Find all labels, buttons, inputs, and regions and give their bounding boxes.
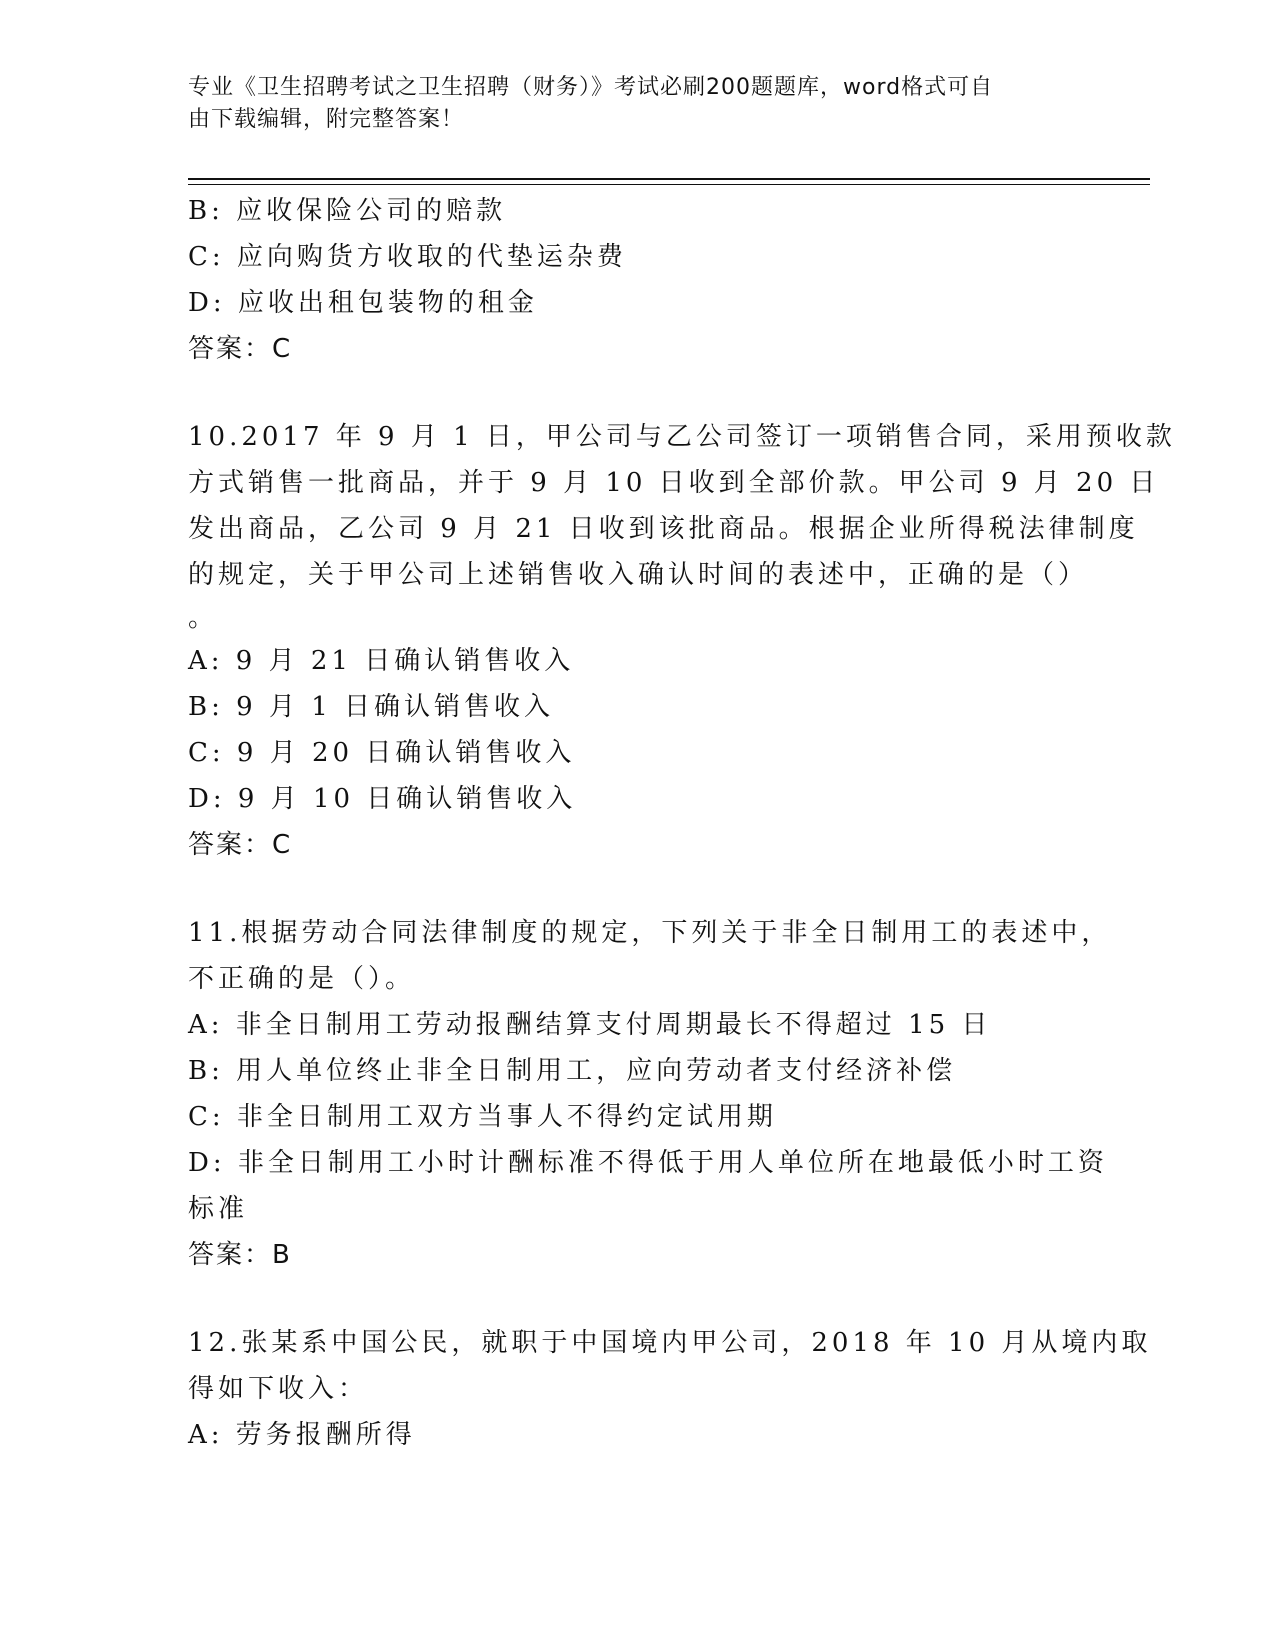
q10-stem-line: 。	[188, 603, 219, 633]
q10-answer: 答案：C	[188, 830, 293, 860]
q11-stem-line: 11.根据劳动合同法律制度的规定，下列关于非全日制用工的表述中，	[188, 918, 1112, 948]
q11-option-d-line: 标准	[188, 1194, 249, 1224]
q11-stem-line: 不正确的是（）。	[188, 964, 416, 994]
q9-option-d: D: 应收出租包装物的租金	[188, 288, 538, 318]
q10-option-d: D: 9 月 10 日确认销售收入	[188, 784, 577, 814]
q9-option-c: C: 应向购货方收取的代垫运杂费	[188, 242, 627, 272]
spacer	[188, 372, 1088, 414]
q10-option-c: C: 9 月 20 日确认销售收入	[188, 738, 576, 768]
spacer	[188, 868, 1088, 910]
q10-stem-line: 10.2017 年 9 月 1 日，甲公司与乙公司签订一项销售合同，采用预收款	[188, 422, 1176, 452]
header-line-2: 由下载编辑，附完整答案！	[188, 107, 465, 132]
q11-option-b: B: 用人单位终止非全日制用工，应向劳动者支付经济补偿	[188, 1056, 957, 1086]
question-9-block	[188, 188, 1088, 372]
q9-answer: 答案：C	[188, 334, 293, 364]
question-12-block	[188, 1320, 1152, 1458]
q11-option-d-line: D: 非全日制用工小时计酬标准不得低于用人单位所在地最低小时工资	[188, 1148, 1108, 1178]
header-rule-thin	[188, 184, 1150, 185]
q9-option-b: B: 应收保险公司的赔款	[188, 196, 507, 226]
header-line-1: 专业《卫生招聘考试之卫生招聘（财务）》考试必刷200题题库，word格式可自	[188, 75, 994, 100]
question-content	[188, 188, 1176, 1458]
spacer	[188, 1278, 1088, 1320]
q10-stem-line: 发出商品，乙公司 9 月 21 日收到该批商品。根据企业所得税法律制度	[188, 514, 1139, 544]
document-header	[188, 72, 1068, 136]
q10-option-b: B: 9 月 1 日确认销售收入	[188, 692, 555, 722]
q11-option-a: A: 非全日制用工劳动报酬结算支付周期最长不得超过 15 日	[188, 1010, 992, 1040]
q10-option-a: A: 9 月 21 日确认销售收入	[188, 646, 575, 676]
q12-option-a: A: 劳务报酬所得	[188, 1420, 416, 1450]
q12-stem-line: 得如下收入：	[188, 1374, 369, 1404]
question-10-block	[188, 414, 1176, 868]
q11-option-c: C: 非全日制用工双方当事人不得约定试用期	[188, 1102, 777, 1132]
question-11-block	[188, 910, 1112, 1278]
q11-answer: 答案：B	[188, 1240, 292, 1270]
q12-stem-line: 12.张某系中国公民，就职于中国境内甲公司，2018 年 10 月从境内取	[188, 1328, 1152, 1358]
header-rule-thick	[188, 178, 1150, 180]
q10-stem-line: 方式销售一批商品，并于 9 月 10 日收到全部价款。甲公司 9 月 20 日	[188, 468, 1160, 498]
q10-stem-line: 的规定，关于甲公司上述销售收入确认时间的表述中，正确的是（）	[188, 560, 1089, 590]
